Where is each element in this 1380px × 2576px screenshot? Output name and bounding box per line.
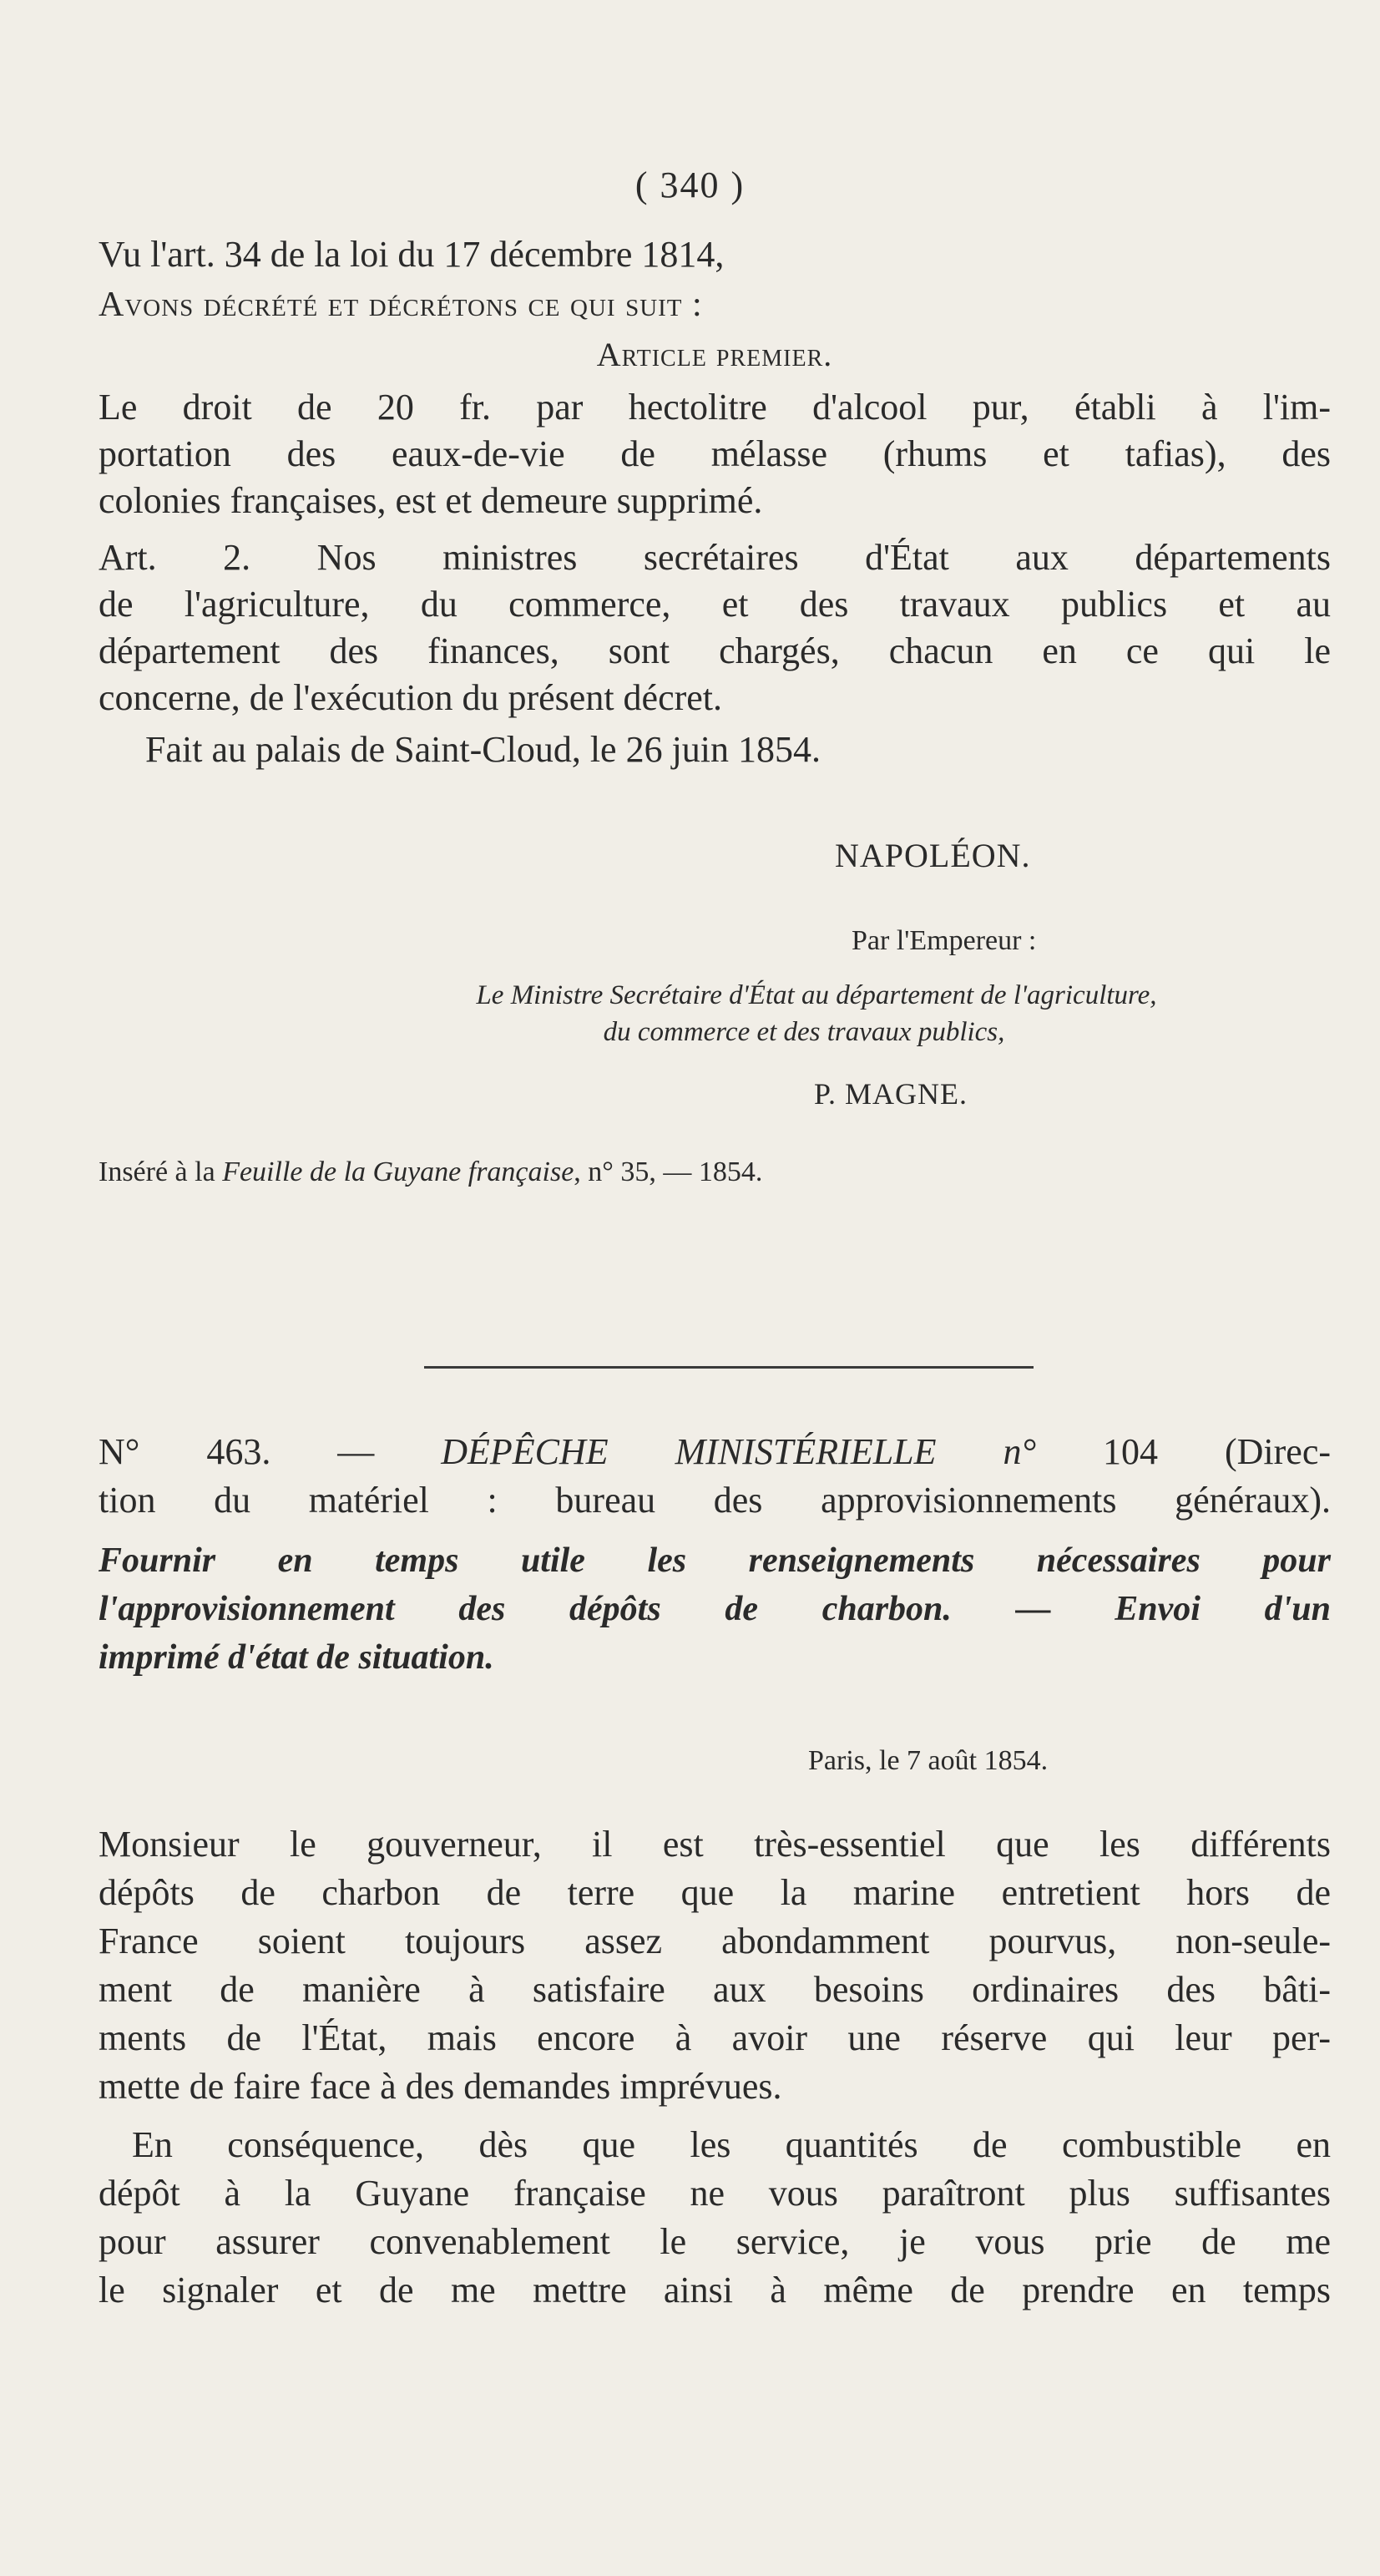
page-number: ( 340 ) (634, 164, 746, 205)
depeche-head-line (99, 1428, 1331, 1476)
summary-line: Fournir en temps utile les renseignements nécessaires pour (99, 1541, 1331, 1580)
signataire: P. MAGNE. (814, 1077, 968, 1111)
article-heading: Article premier. (596, 336, 833, 373)
decree-block (99, 232, 1331, 277)
art2-line: Art. 2. Nos ministres secrétaires d'État aux départements (99, 537, 1331, 578)
depeche-date: Paris, le 7 août 1854. (808, 1745, 1049, 1776)
insere-suffix: , n° 35, — 1854. (574, 1156, 763, 1187)
article-2 (99, 534, 1331, 721)
para2-line: pour assurer convenablement le service, je vous prie de me (99, 2221, 1331, 2262)
para1-line: mette de faire face à des demandes imprévues. (99, 2066, 782, 2107)
depeche-para2 (99, 2121, 1331, 2315)
para1-line: dépôts de charbon de terre que la marine entretient hors de (99, 1872, 1331, 1913)
ministre-line: du commerce et des travaux publics, (603, 1017, 1005, 1047)
ministre-title (99, 977, 1367, 1050)
depeche-num: 104 (Direc- (1036, 1431, 1332, 1472)
summary-line: imprimé d'état de situation. (99, 1638, 494, 1677)
vu-line: Vu l'art. 34 de la loi du 17 décembre 1814, (99, 234, 725, 275)
depeche-summary (99, 1536, 1331, 1682)
para1-line: France soient toujours assez abondamment pourvus, non-seule- (99, 1921, 1331, 1961)
ministre-line: Le Ministre Secrétaire d'État au département de l'agriculture, (476, 980, 1157, 1010)
para2-line: En conséquence, dès que les quantités de combustible en (132, 2124, 1331, 2165)
art1-line: colonies françaises, est et demeure supprimé. (99, 480, 763, 521)
para1-line: Monsieur le gouverneur, il est très-essentiel que les différents (99, 1824, 1331, 1865)
para2-line: le signaler et de me mettre ainsi à même de prendre en temps (99, 2270, 1331, 2310)
summary-line: l'approvisionnement des dépôts de charbon. — Envoi d'un (99, 1590, 1331, 1628)
para1-line: ment de manière à satisfaire aux besoins ordinaires des bâti- (99, 1969, 1331, 2010)
art1-line: Le droit de 20 fr. par hectolitre d'alcool pur, établi à l'im- (99, 387, 1331, 428)
depeche-heading (99, 1428, 1331, 1525)
article-1 (99, 384, 1331, 524)
para1-line: ments de l'État, mais encore à avoir une réserve qui leur per- (99, 2017, 1331, 2058)
insere-prefix: Inséré à la (99, 1156, 223, 1187)
depeche-number: N° 463. — (99, 1431, 442, 1472)
signature-napoleon: NAPOLÉON. (835, 837, 1031, 874)
depeche-title: DÉPÊCHE MINISTÉRIELLE n° (441, 1431, 1037, 1472)
section-divider (424, 1366, 1034, 1369)
art2-line: de l'agriculture, du commerce, et des travaux publics et au (99, 584, 1331, 625)
art2-line: concerne, de l'exécution du présent décret. (99, 677, 723, 718)
depeche-para1 (99, 1820, 1331, 2111)
par-empereur: Par l'Empereur : (852, 925, 1037, 956)
art2-line: département des finances, sont chargés, chacun en ce qui le (99, 630, 1331, 671)
depeche-line2: tion du matériel : bureau des approvisionnements généraux). (99, 1480, 1331, 1521)
fait-line: Fait au palais de Saint-Cloud, le 26 juin 1854. (145, 729, 821, 770)
para2-line: dépôt à la Guyane française ne vous paraîtront plus suffisantes (99, 2173, 1331, 2214)
insere-journal: Feuille de la Guyane française (222, 1156, 574, 1187)
art1-line: portation des eaux-de-vie de mélasse (rhums et tafias), des (99, 433, 1331, 474)
insere-line (99, 1152, 1331, 1192)
avons-line: Avons décrété et décrétons ce qui suit : (99, 286, 703, 324)
